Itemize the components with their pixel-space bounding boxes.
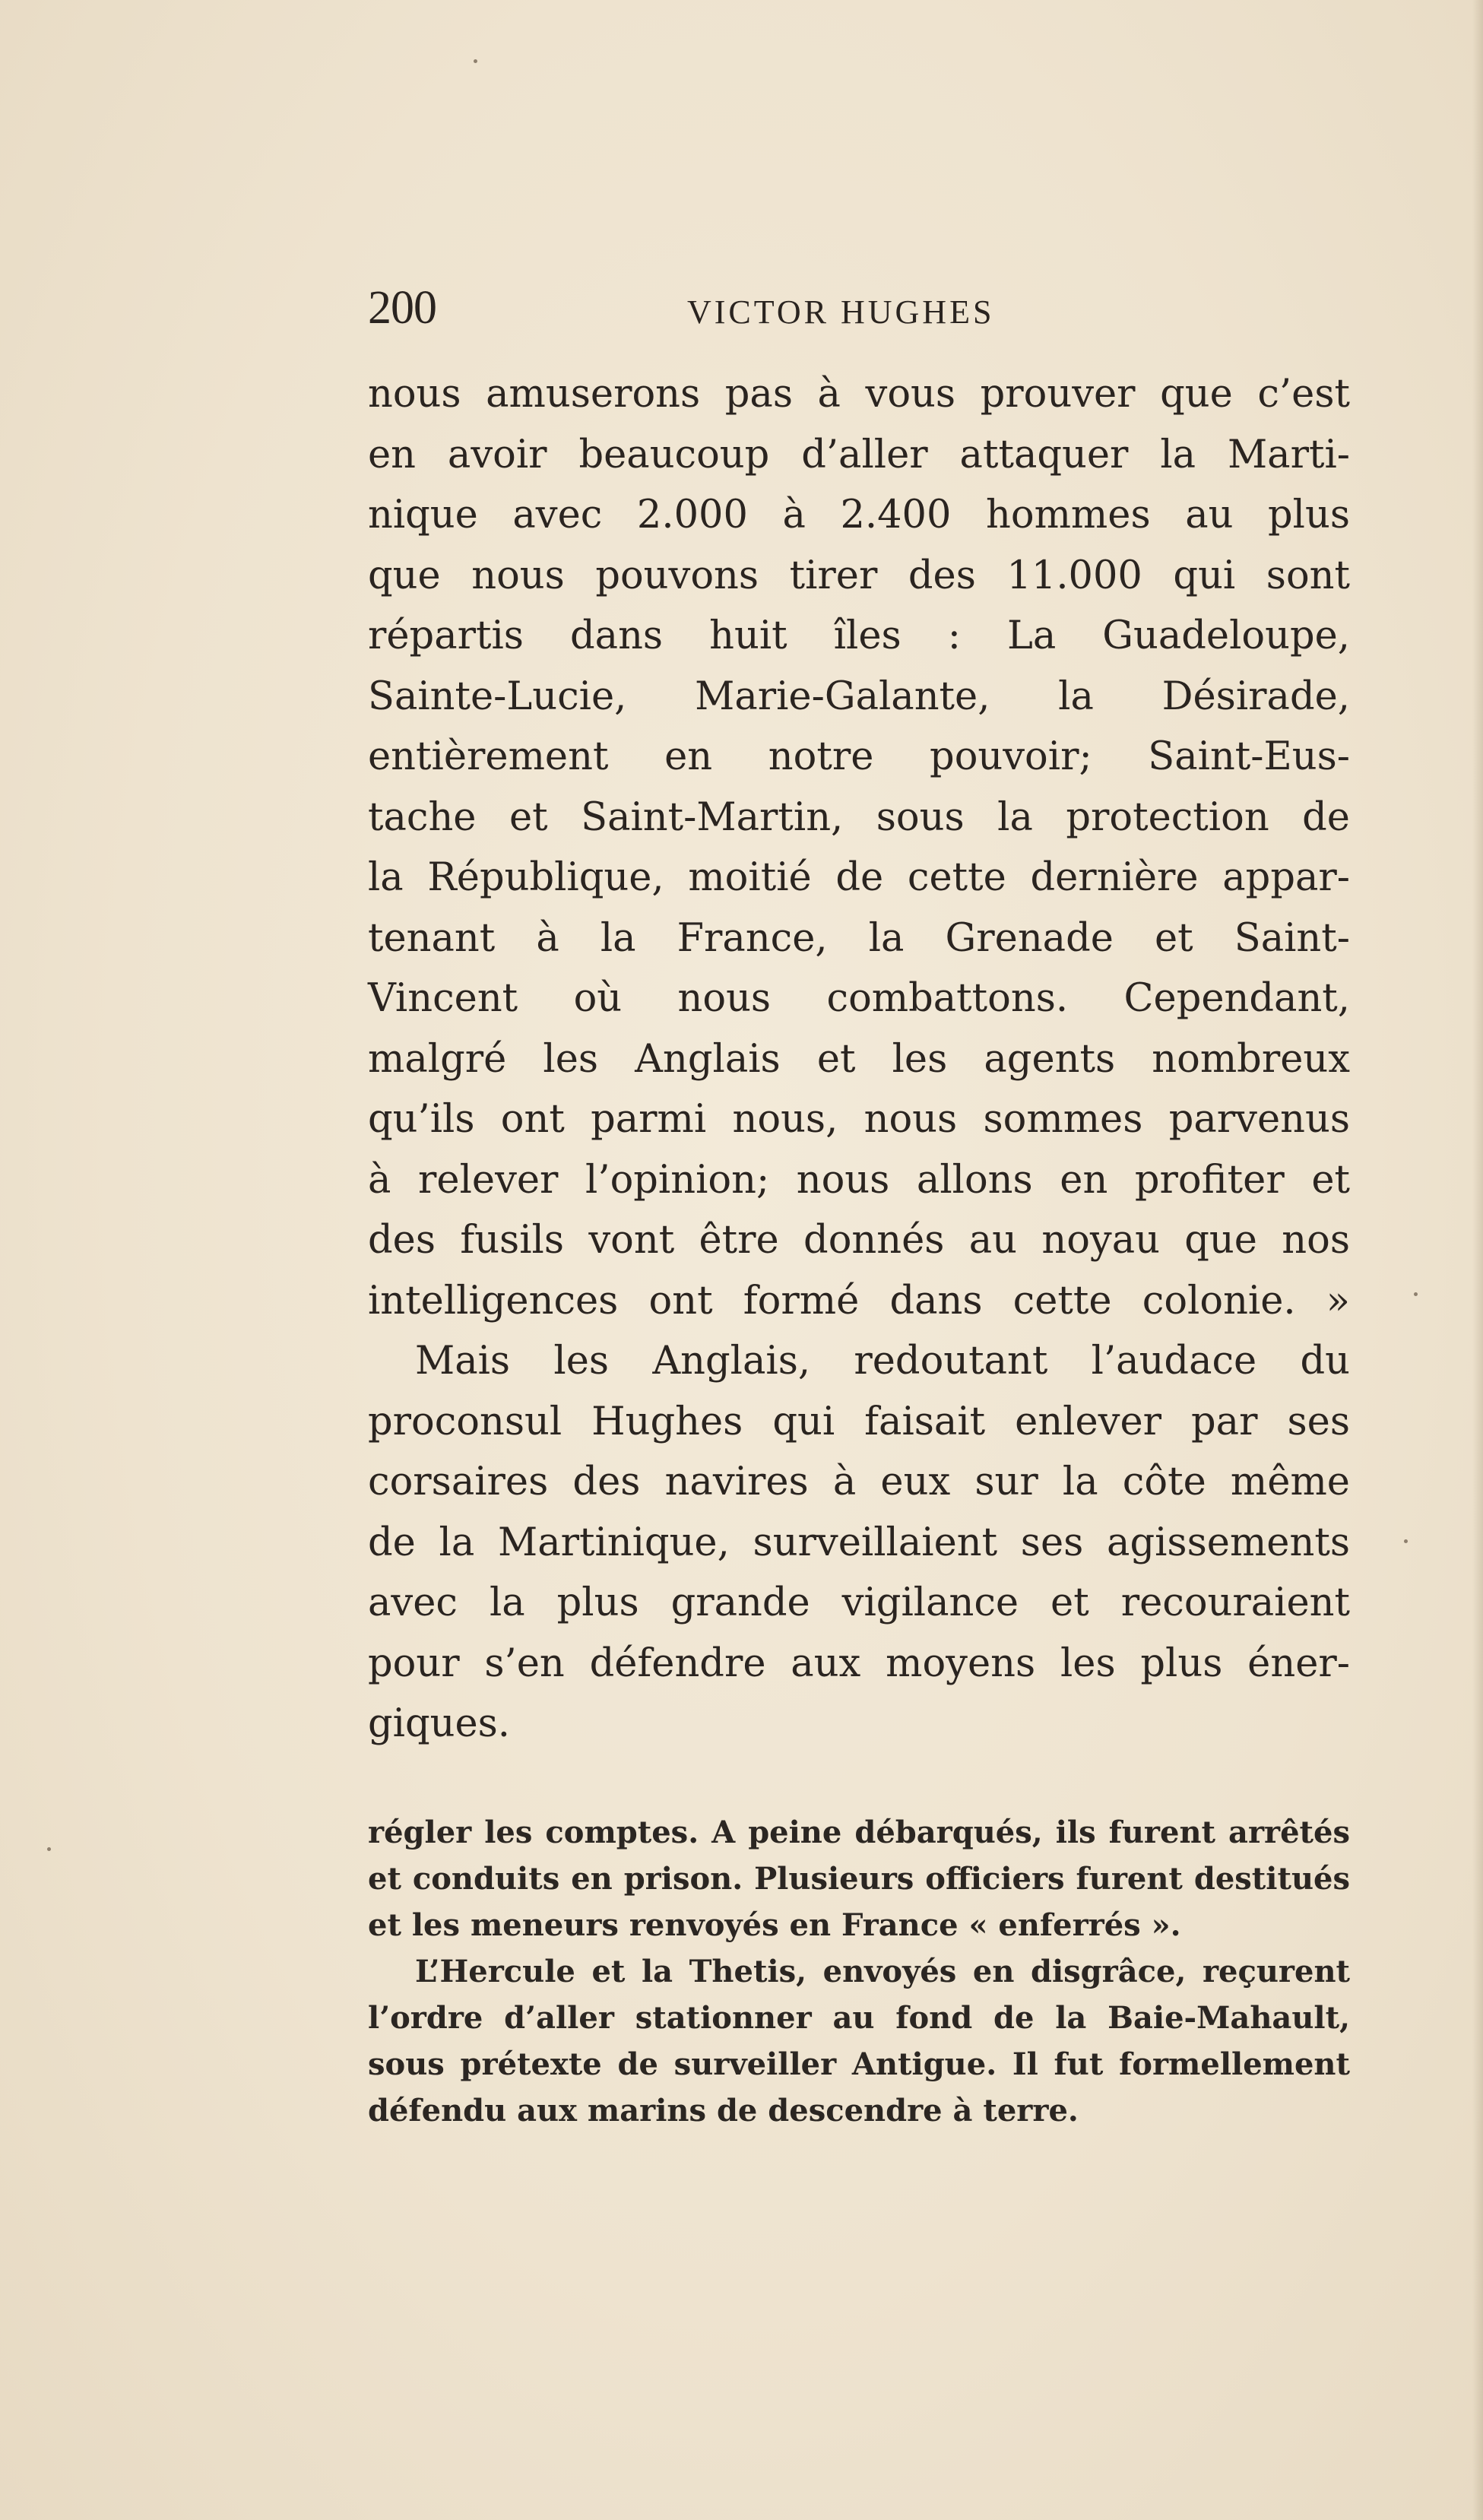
- paragraph-start-line: Mais les Anglais, redoutant l’audace du: [415, 1339, 1350, 1384]
- footnote-line: l’ordre d’aller stationner au fond de la Baie-Mahault,: [368, 2000, 1350, 2036]
- body-line: que nous pouvons tirer des 11.000 qui sont: [368, 553, 1350, 598]
- body-text: [368, 364, 1350, 1754]
- page-edge-shadow: [1472, 0, 1483, 2520]
- footnote-line: défendu aux marins de descendre à terre.: [368, 2093, 1079, 2129]
- body-line: corsaires des navires à eux sur la côte même: [368, 1460, 1350, 1504]
- body-line: intelligences ont formé dans cette colonie. »: [368, 1278, 1350, 1323]
- body-line: qu’ils ont parmi nous, nous sommes parvenus: [368, 1097, 1350, 1142]
- body-line: des fusils vont être donnés au noyau que nos: [368, 1218, 1350, 1263]
- body-line: en avoir beaucoup d’aller attaquer la Marti-: [368, 432, 1350, 477]
- body-line: à relever l’opinion; nous allons en profiter et: [368, 1157, 1350, 1203]
- body-line: répartis dans huit îles : La Guadeloupe,: [368, 613, 1350, 658]
- footnotes: [368, 1809, 1350, 2134]
- body-line: Vincent où nous combattons. Cependant,: [368, 976, 1350, 1021]
- footnote-line: régler les comptes. A peine débarqués, ils furent arrêtés: [368, 1815, 1350, 1850]
- footnote-line: sous prétexte de surveiller Antigue. Il fut formellement: [368, 2046, 1350, 2082]
- paper-speck: [474, 59, 477, 63]
- body-line: tache et Saint-Martin, sous la protection de: [368, 794, 1350, 840]
- page-header: [368, 277, 1356, 338]
- body-line: de la Martinique, surveillaient ses agissements: [368, 1520, 1350, 1565]
- footnote-paragraph-start-line: L’Hercule et la Thetis, envoyés en disgrâce, reçurent: [415, 1954, 1350, 1989]
- body-line: proconsul Hughes qui faisait enlever par ses: [368, 1399, 1350, 1444]
- paper-speck: [1404, 1539, 1408, 1543]
- body-line: nous amuserons pas à vous prouver que c’est: [368, 372, 1350, 417]
- page-number: 200: [368, 282, 436, 334]
- body-line: entièrement en notre pouvoir; Saint-Eus-: [368, 734, 1350, 779]
- body-line: tenant à la France, la Grenade et Saint-: [368, 915, 1350, 961]
- body-line: pour s’en défendre aux moyens les plus éner-: [368, 1640, 1350, 1686]
- body-line: avec la plus grande vigilance et recouraient: [368, 1580, 1350, 1625]
- body-line: giques.: [368, 1701, 511, 1746]
- body-line: nique avec 2.000 à 2.400 hommes au plus: [368, 493, 1350, 537]
- body-line: Sainte-Lucie, Marie-Galante, la Désirade,: [368, 674, 1350, 719]
- running-head: VICTOR HUGHES: [687, 293, 995, 331]
- body-line: malgré les Anglais et les agents nombreux: [368, 1036, 1350, 1082]
- body-line: la République, moitié de cette dernière appar-: [368, 855, 1350, 900]
- footnote-line: et conduits en prison. Plusieurs officiers furent destitués: [368, 1861, 1350, 1897]
- paper-speck: [47, 1847, 51, 1851]
- footnote-line: et les meneurs renvoyés en France « enferrés ».: [368, 1907, 1181, 1943]
- paper-speck: [1414, 1292, 1418, 1296]
